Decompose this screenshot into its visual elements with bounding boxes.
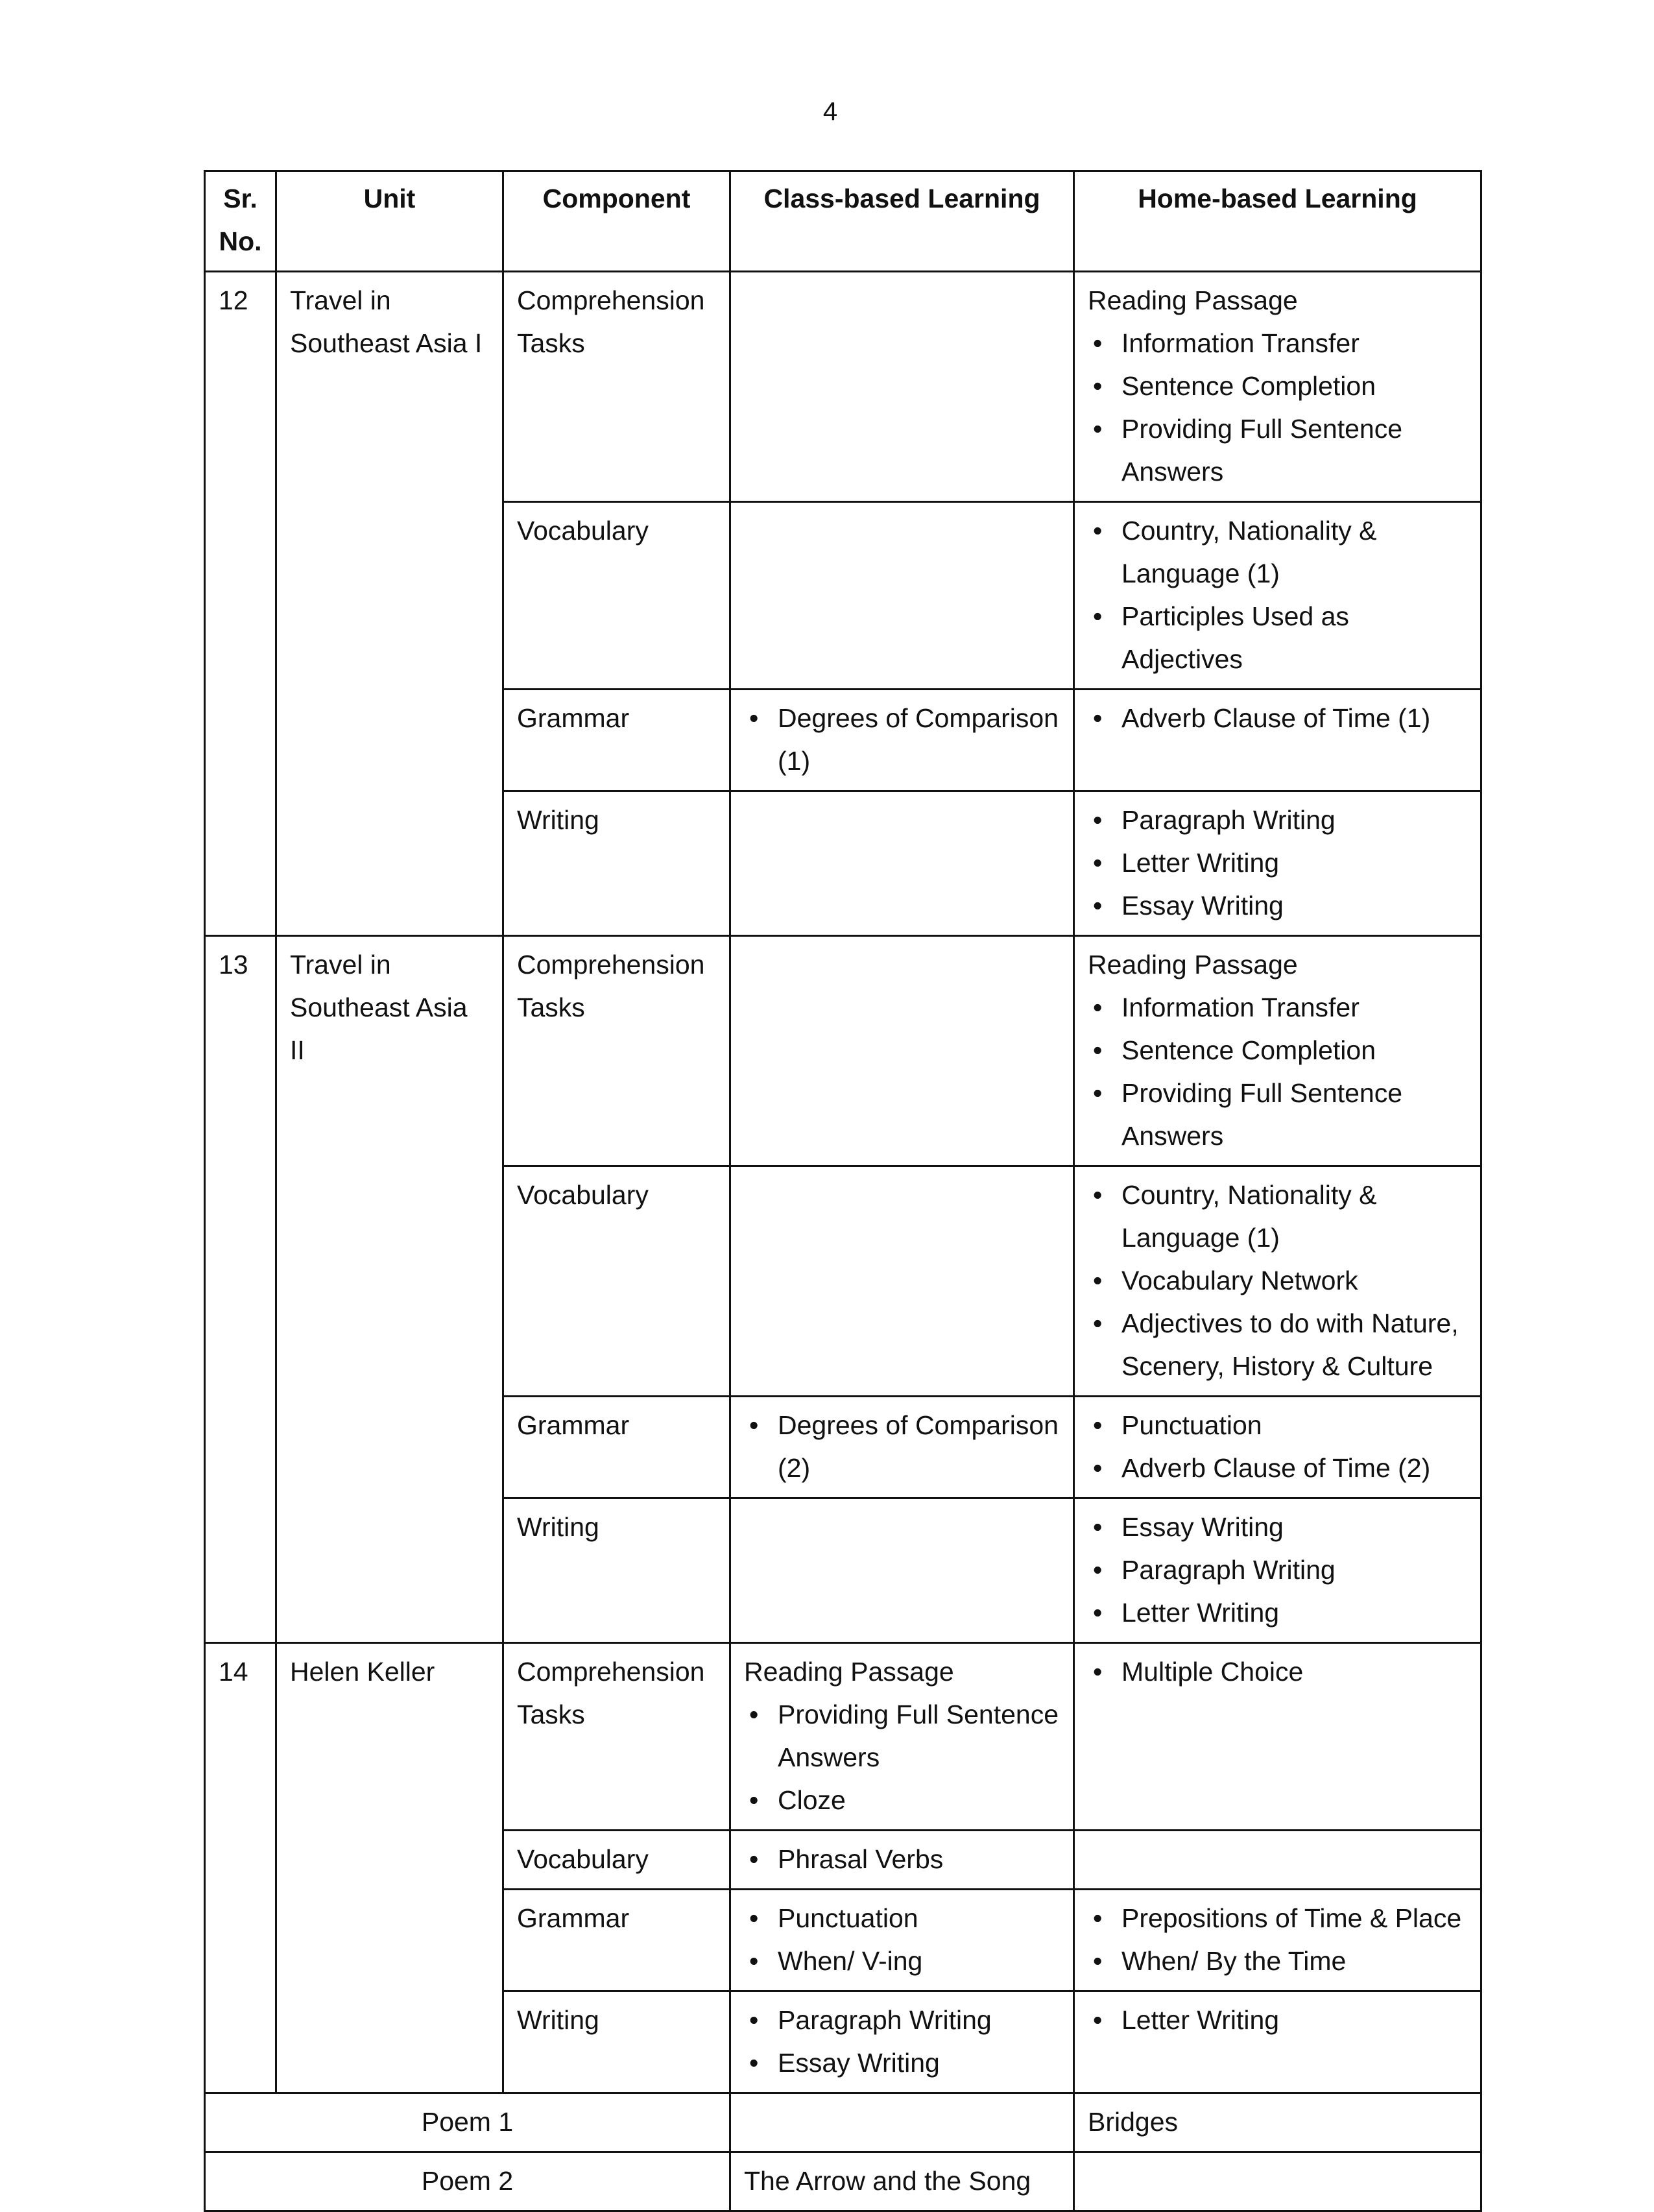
- list-item: • Providing Full Sentence Answers: [744, 1693, 1060, 1779]
- list-item: • Phrasal Verbs: [744, 1838, 1060, 1881]
- list-item: • Providing Full Sentence Answers: [1088, 407, 1467, 493]
- home-based-cell: [1074, 1498, 1481, 1643]
- list-item: • Essay Writing: [1088, 1506, 1467, 1548]
- bullet-list: [1088, 1650, 1467, 1693]
- list-item: • Paragraph Writing: [1088, 1548, 1467, 1591]
- component-cell: Grammar: [503, 1397, 730, 1498]
- home-based-cell: [1074, 936, 1481, 1166]
- class-based-cell: [730, 1397, 1074, 1498]
- component-cell: Writing: [503, 1498, 730, 1643]
- class-based-cell: [730, 1890, 1074, 1991]
- header-component: Component: [503, 171, 730, 272]
- list-item: • Sentence Completion: [1088, 1029, 1467, 1072]
- poem-class-based-cell: The Arrow and the Song: [730, 2152, 1074, 2211]
- reading-passage-label: Reading Passage: [1088, 950, 1298, 980]
- header-unit: Unit: [276, 171, 503, 272]
- component-cell: Vocabulary: [503, 1831, 730, 1890]
- bullet-list: [1088, 986, 1467, 1157]
- component-cell: Comprehension Tasks: [503, 936, 730, 1166]
- component-cell: Writing: [503, 1991, 730, 2093]
- home-based-cell: [1074, 791, 1481, 936]
- list-item: • Country, Nationality & Language (1): [1088, 1173, 1467, 1259]
- home-based-cell: [1074, 1890, 1481, 1991]
- home-based-cell: [1074, 1991, 1481, 2093]
- table-body: [205, 272, 1481, 2211]
- class-based-cell: [730, 502, 1074, 690]
- component-cell: Writing: [503, 791, 730, 936]
- sr-no-cell: 13: [205, 936, 276, 1643]
- class-based-cell: [730, 791, 1074, 936]
- home-based-cell: [1074, 1397, 1481, 1498]
- component-cell: Grammar: [503, 690, 730, 791]
- list-item: • Providing Full Sentence Answers: [1088, 1072, 1467, 1157]
- bullet-list: [1088, 322, 1467, 493]
- bullet-list: [744, 1838, 1060, 1881]
- list-item: • Letter Writing: [1088, 1999, 1467, 2041]
- class-based-cell: [730, 1991, 1074, 2093]
- bullet-list: [744, 1693, 1060, 1821]
- list-item: • Country, Nationality & Language (1): [1088, 509, 1467, 595]
- list-item: • Information Transfer: [1088, 322, 1467, 365]
- poem-home-based-cell: Bridges: [1074, 2093, 1481, 2152]
- sr-no-cell: 12: [205, 272, 276, 936]
- header-home-based-learning: Home-based Learning: [1074, 171, 1481, 272]
- list-item: • Paragraph Writing: [744, 1999, 1060, 2041]
- bullet-list: [1088, 1173, 1467, 1388]
- syllabus-table: [204, 170, 1482, 2212]
- class-based-cell: [730, 1831, 1074, 1890]
- list-item: • Letter Writing: [1088, 841, 1467, 884]
- component-cell: Comprehension Tasks: [503, 1643, 730, 1831]
- home-based-cell: [1074, 1643, 1481, 1831]
- unit-cell: Travel in Southeast Asia II: [276, 936, 503, 1643]
- list-item: • Degrees of Comparison (2): [744, 1404, 1060, 1489]
- class-based-cell: [730, 1498, 1074, 1643]
- reading-passage-label: Reading Passage: [744, 1657, 954, 1687]
- class-based-cell: [730, 272, 1074, 502]
- list-item: • Punctuation: [744, 1897, 1060, 1940]
- bullet-list: [744, 1897, 1060, 1982]
- class-based-cell: [730, 690, 1074, 791]
- bullet-list: [1088, 1506, 1467, 1634]
- list-item: • Prepositions of Time & Place: [1088, 1897, 1467, 1940]
- class-based-cell: [730, 936, 1074, 1166]
- list-item: • Essay Writing: [1088, 884, 1467, 927]
- list-item: • When/ By the Time: [1088, 1940, 1467, 1982]
- poem-title-cell: Poem 1: [205, 2093, 730, 2152]
- header-row: [205, 171, 1481, 272]
- list-item: • Adverb Clause of Time (2): [1088, 1447, 1467, 1489]
- unit-cell: Helen Keller: [276, 1643, 503, 2093]
- reading-passage-label: Reading Passage: [1088, 285, 1298, 315]
- list-item: • Essay Writing: [744, 2041, 1060, 2084]
- poem-title-cell: Poem 2: [205, 2152, 730, 2211]
- sr-no-cell: 14: [205, 1643, 276, 2093]
- component-cell: Comprehension Tasks: [503, 272, 730, 502]
- home-based-cell: [1074, 1166, 1481, 1397]
- list-item: • Multiple Choice: [1088, 1650, 1467, 1693]
- header-class-based-learning: Class-based Learning: [730, 171, 1074, 272]
- bullet-list: [1088, 1897, 1467, 1982]
- home-based-cell: [1074, 690, 1481, 791]
- list-item: • Adverb Clause of Time (1): [1088, 697, 1467, 739]
- component-cell: Grammar: [503, 1890, 730, 1991]
- class-based-cell: [730, 1643, 1074, 1831]
- bullet-list: [744, 1999, 1060, 2084]
- page-number: 4: [822, 97, 838, 126]
- list-item: • Degrees of Comparison (1): [744, 697, 1060, 782]
- table-row: [205, 1643, 1481, 1831]
- poem-row: [205, 2093, 1481, 2152]
- home-based-cell: [1074, 272, 1481, 502]
- list-item: • When/ V-ing: [744, 1940, 1060, 1982]
- component-cell: Vocabulary: [503, 502, 730, 690]
- bullet-list: [1088, 799, 1467, 927]
- table-row: [205, 272, 1481, 502]
- list-item: • Paragraph Writing: [1088, 799, 1467, 841]
- bullet-list: [744, 1404, 1060, 1489]
- poem-class-based-cell: [730, 2093, 1074, 2152]
- table-row: [205, 936, 1481, 1166]
- list-item: • Letter Writing: [1088, 1591, 1467, 1634]
- bullet-list: [1088, 697, 1467, 739]
- class-based-cell: [730, 1166, 1074, 1397]
- bullet-list: [1088, 1999, 1467, 2041]
- component-cell: Vocabulary: [503, 1166, 730, 1397]
- list-item: • Vocabulary Network: [1088, 1259, 1467, 1302]
- list-item: • Information Transfer: [1088, 986, 1467, 1029]
- list-item: • Punctuation: [1088, 1404, 1467, 1447]
- unit-cell: Travel in Southeast Asia I: [276, 272, 503, 936]
- list-item: • Participles Used as Adjectives: [1088, 595, 1467, 680]
- bullet-list: [1088, 509, 1467, 680]
- bullet-list: [744, 697, 1060, 782]
- list-item: • Sentence Completion: [1088, 365, 1467, 407]
- poem-home-based-cell: [1074, 2152, 1481, 2211]
- list-item: • Adjectives to do with Nature, Scenery, History & Culture: [1088, 1302, 1467, 1388]
- bullet-list: [1088, 1404, 1467, 1489]
- home-based-cell: [1074, 1831, 1481, 1890]
- list-item: • Cloze: [744, 1779, 1060, 1821]
- header-sr-no: Sr. No.: [205, 171, 276, 272]
- poem-row: [205, 2152, 1481, 2211]
- table-header: [205, 171, 1481, 272]
- home-based-cell: [1074, 502, 1481, 690]
